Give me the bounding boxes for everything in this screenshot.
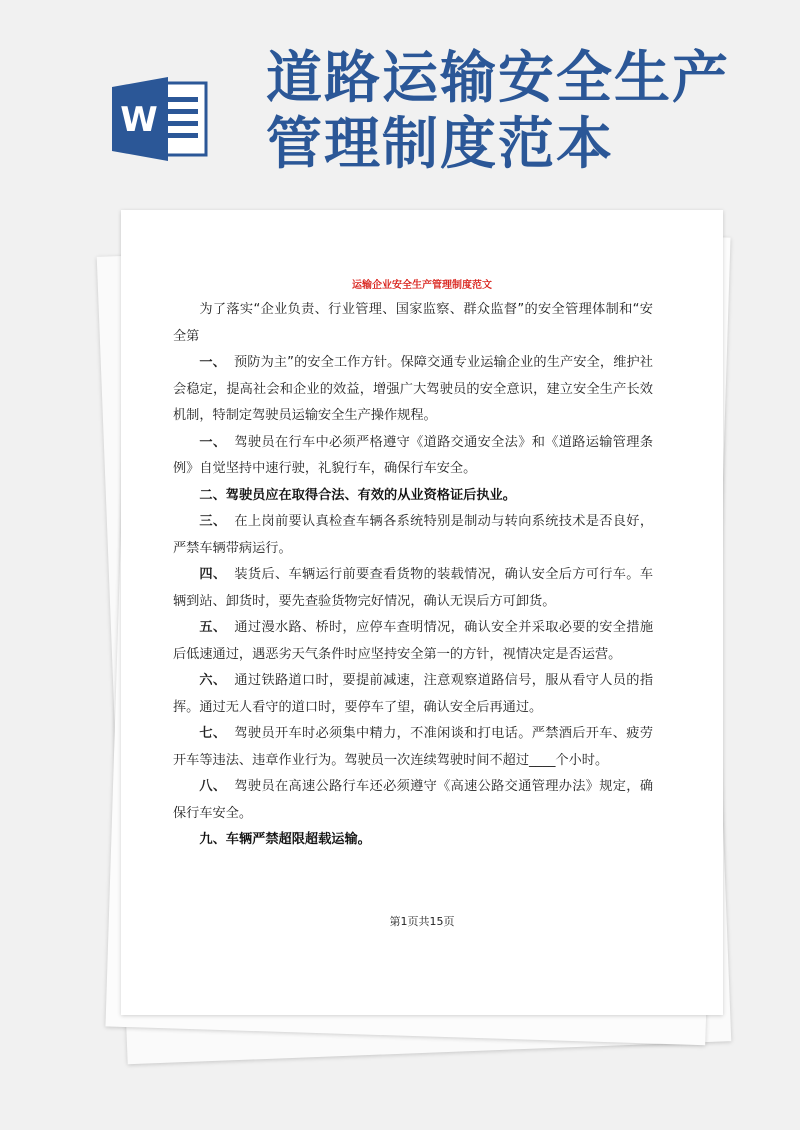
paragraph-text: 二、驾驶员应在取得合法、有效的从业资格证后执业。 <box>199 487 516 503</box>
paragraph-number: 五、 <box>199 620 227 635</box>
paragraph-text: 驾驶员开车时必须集中精力，不准闲谈和打电话。严禁酒后开车、疲劳开车等违法、违章作业行为。驾驶员一次连续驾驶时间不超过____个小时。 <box>173 726 654 768</box>
page-number: 第1页共15页 <box>389 915 455 928</box>
paragraph-text: 预防为主”的安全工作方针。保障交通专业运输企业的生产安全，维护社会稳定，提高社会和企业的效益，增强广大驾驶员的安全意识，建立安全生产长效机制，特制定驾驶员运输安全生产操作规程。 <box>173 355 653 423</box>
paragraph-number: 三、 <box>199 514 227 529</box>
page-title-line-2: 管理制度范本 <box>266 112 614 177</box>
paragraph-number: 四、 <box>199 567 227 582</box>
paragraph <box>173 615 653 668</box>
paragraph <box>173 430 653 483</box>
paragraph-number: 六、 <box>199 673 227 688</box>
paragraph <box>173 483 653 510</box>
document-title: 运输企业安全生产管理制度范文 <box>352 280 492 291</box>
paragraph-text: 驾驶员在行车中必须严格遵守《道路交通安全法》和《道路运输管理条例》自觉坚持中速行驶，礼貌行车，确保行车安全。 <box>173 434 654 476</box>
paragraph-text: 装货后、车辆运行前要查看货物的装载情况，确认安全后方可行车。车辆到站、卸货时，要先查验货物完好情况，确认无误后方可卸货。 <box>173 567 654 609</box>
paragraph-number: 一、 <box>199 355 226 370</box>
paragraph-text: 为了落实“企业负责、行业管理、国家监察、群众监督”的安全管理体制和“安全第 <box>173 302 653 344</box>
word-document-icon <box>112 77 212 161</box>
paragraph <box>173 297 653 350</box>
paragraph <box>173 562 653 615</box>
paragraph-number: 七、 <box>199 726 227 741</box>
paragraph <box>173 350 653 430</box>
paragraph-number: 一、 <box>199 434 227 450</box>
paragraph <box>173 509 653 562</box>
page-title-line-1: 道路运输安全生产 <box>266 46 730 111</box>
paragraph-text: 在上岗前要认真检查车辆各系统特别是制动与转向系统技术是否良好，严禁车辆带病运行。 <box>173 514 654 556</box>
paragraph <box>173 774 653 827</box>
paragraph-number: 八、 <box>199 779 227 794</box>
paragraph-text: 九、车辆严禁超限超载运输。 <box>199 832 371 847</box>
page-title <box>266 46 786 178</box>
paragraph-text: 通过铁路道口时，要提前减速，注意观察道路信号，服从看守人员的指挥。通过无人看守的道口时，要停车了望，确认安全后再通过。 <box>173 673 654 715</box>
document-body <box>173 297 653 854</box>
paragraph <box>173 827 653 854</box>
word-letter: W <box>120 100 158 140</box>
paragraph-text: 通过漫水路、桥时，应停车查明情况，确认安全并采取必要的安全措施后低速通过，遇恶劣天气条件时应坚持安全第一的方针，视情决定是否运营。 <box>173 620 654 662</box>
document-page <box>121 210 723 1015</box>
paragraph-text: 驾驶员在高速公路行车还必须遵守《高速公路交通管理办法》规定，确保行车安全。 <box>173 779 654 821</box>
paragraph <box>173 721 653 774</box>
paragraph <box>173 668 653 721</box>
